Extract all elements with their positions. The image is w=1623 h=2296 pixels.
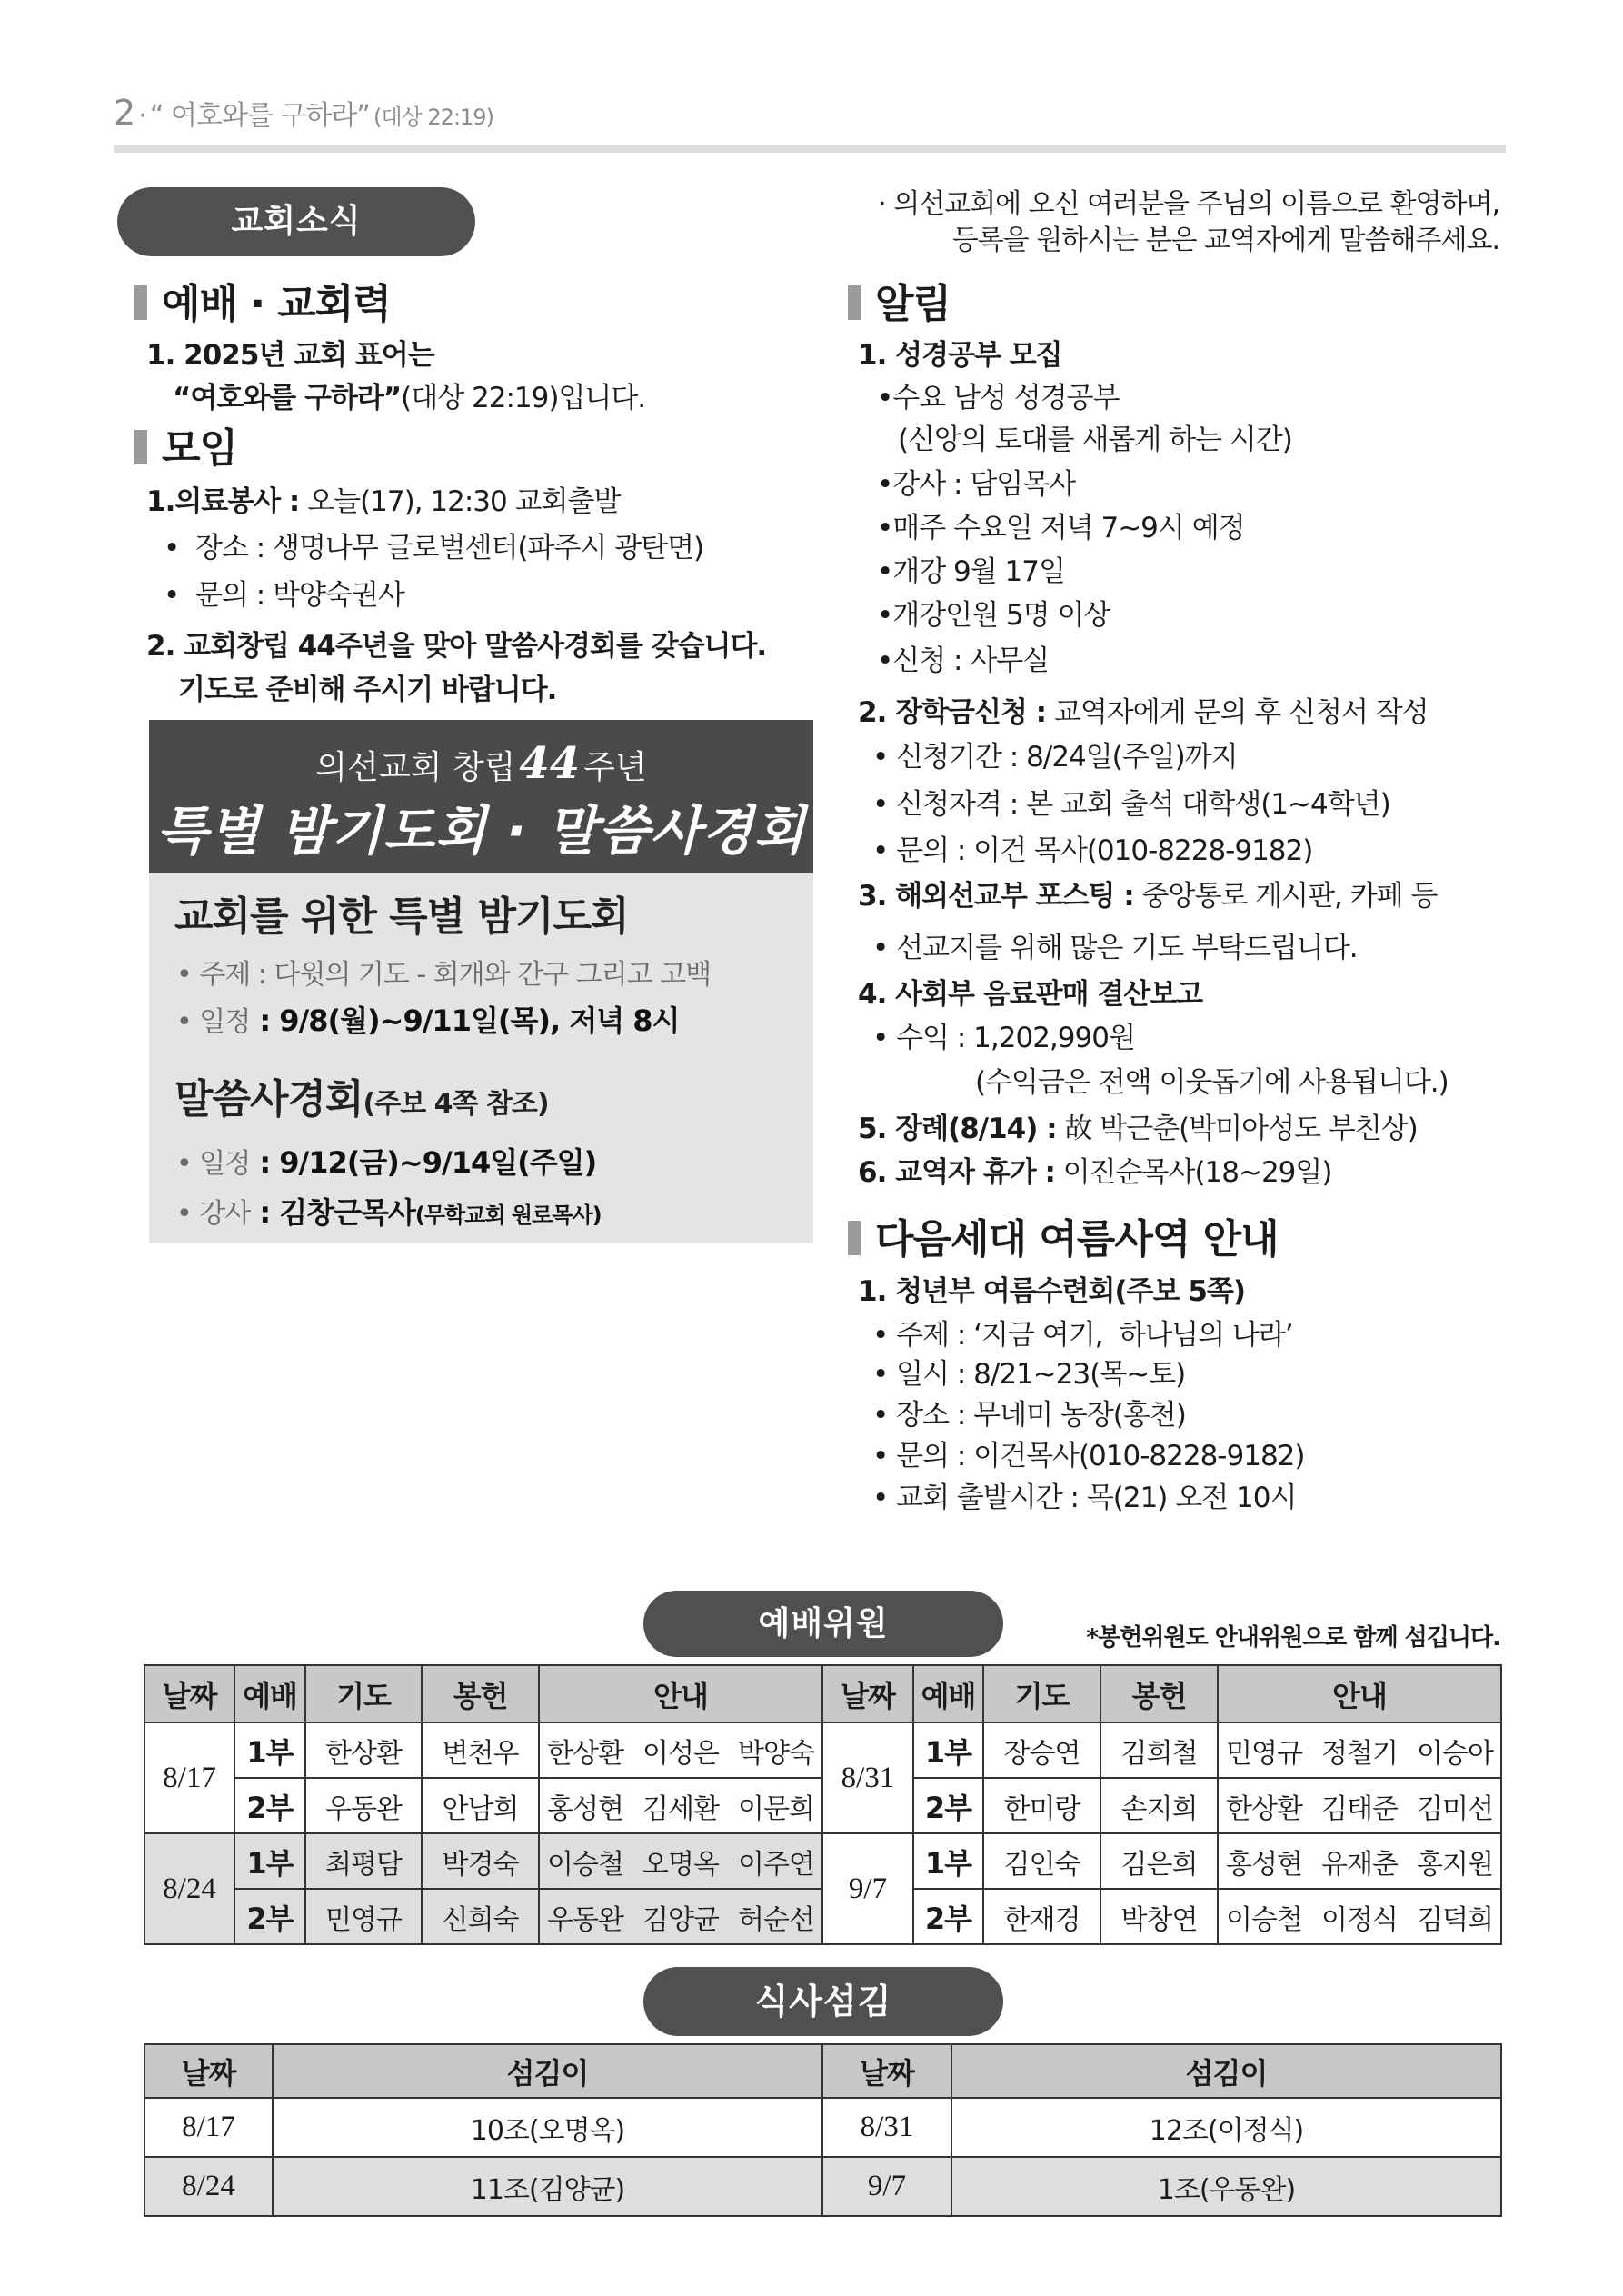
header-offering: 봉헌 [422, 1665, 539, 1722]
welcome-line-2: 등록을 원하시는 분은 교역자에게 말씀해주세요. [951, 225, 1499, 256]
service-cell: 1부 [913, 1833, 983, 1889]
offering-cell: 박경숙 [422, 1833, 539, 1889]
prayer-cell: 민영규 [305, 1889, 422, 1944]
guide-cell [539, 1722, 822, 1778]
date-cell: 8/17 [144, 1722, 234, 1833]
bible-study-line: •신청 : 사무실 [877, 644, 1050, 677]
header-offering: 봉헌 [1100, 1665, 1218, 1722]
guide-cell [1218, 1889, 1501, 1944]
bible-study-line: •개강 9월 17일 [877, 555, 1065, 588]
notices-heading [848, 279, 951, 330]
prayer-cell: 한미랑 [983, 1778, 1100, 1833]
guide-names: 이승철 오명옥 이주연 [547, 1848, 814, 1881]
vacation-text: 이진순목사(18~29일) [1054, 1156, 1332, 1189]
table-header-row [144, 1665, 1501, 1722]
date-cell: 8/24 [144, 1833, 234, 1944]
guide-cell [1218, 1833, 1501, 1889]
header-guide: 안내 [1218, 1665, 1501, 1722]
welcome-line-1: · 의선교회에 오신 여러분을 주님의 이름으로 환영하며, [878, 188, 1499, 220]
revival-speaker [176, 1193, 602, 1233]
service-cell: 2부 [234, 1889, 305, 1944]
guide-cell [1218, 1778, 1501, 1833]
heading-marker [134, 430, 147, 464]
medical-service-text: 오늘(17), 12:30 교회출발 [299, 485, 621, 518]
funeral-label: 5. 장례(8/14) : [858, 1113, 1057, 1145]
night-prayer-schedule [176, 1001, 679, 1041]
date-cell: 9/7 [822, 2157, 951, 2216]
header-server: 섬김이 [273, 2044, 822, 2098]
bible-study-line: •수요 남성 성경공부 [877, 382, 1120, 414]
summer-line: • 문의 : 이건목사(010-8228-9182) [872, 1440, 1305, 1472]
heading-marker [134, 285, 147, 320]
header-prayer: 기도 [305, 1665, 422, 1722]
offering-cell: 김희철 [1100, 1722, 1218, 1778]
offering-cell: 변천우 [422, 1722, 539, 1778]
mission-bullet: • 선교지를 위해 많은 기도 부탁드립니다. [872, 932, 1358, 964]
special-events-panel [149, 873, 813, 1243]
service-cell: 2부 [234, 1778, 305, 1833]
prayer-cell: 장승연 [983, 1722, 1100, 1778]
notices-heading-text: 알림 [875, 281, 951, 327]
schedule-text: : 9/12(금)~9/14일(주일) [250, 1145, 597, 1180]
revival-title [174, 1073, 549, 1127]
offering-cell: 손지희 [1100, 1778, 1218, 1833]
guide-names: 한상환 김태준 김미선 [1226, 1792, 1493, 1825]
meal-service-pill: 식사섬김 [643, 1967, 1003, 2036]
banner-line-1 [149, 740, 813, 787]
meetings-heading-text: 모임 [162, 425, 238, 472]
server-cell: 10조(오명옥) [273, 2098, 822, 2157]
header-date: 날짜 [144, 1665, 234, 1722]
speaker-note: (무학교회 원로목사) [414, 1203, 602, 1228]
header-prayer: 기도 [983, 1665, 1100, 1722]
header-date: 날짜 [144, 2044, 273, 2098]
revival-title-text: 말씀사경회 [174, 1076, 363, 1123]
service-cell: 1부 [234, 1722, 305, 1778]
scholarship-bullet: • 신청자격 : 본 교회 출석 대학생(1~4학년) [872, 788, 1390, 821]
header-divider [114, 145, 1506, 153]
guide-cell [539, 1833, 822, 1889]
banner-church: 의선교회 창립 [315, 749, 516, 786]
header-guide: 안내 [539, 1665, 822, 1722]
heading-marker [848, 285, 861, 320]
header-separator: · [138, 100, 146, 132]
revival-title-note: (주보 4쪽 참조) [363, 1088, 549, 1120]
service-cell: 1부 [913, 1722, 983, 1778]
scholarship-label: 2. 장학금신청 : [858, 696, 1047, 729]
motto-reference: (대상 22:19)입니다. [401, 382, 646, 414]
prayer-cell: 우동완 [305, 1778, 422, 1833]
banner-years: 주년 [583, 749, 647, 786]
mission-line [858, 876, 1437, 916]
offering-cell: 박창연 [1100, 1889, 1218, 1944]
schedule-label: • 일정 [176, 1006, 251, 1038]
server-cell: 12조(이정식) [951, 2098, 1501, 2157]
schedule-text: : 9/8(월)~9/11일(목), 저녁 8시 [250, 1003, 680, 1038]
guide-names: 우동완 김양균 허순선 [547, 1903, 814, 1936]
anniversary-banner [149, 720, 813, 873]
summer-heading-text: 다음세대 여름사역 안내 [875, 1216, 1279, 1263]
date-cell: 8/31 [822, 1722, 913, 1833]
guide-names: 민영규 정철기 이승아 [1226, 1737, 1493, 1770]
header-date: 날짜 [822, 1665, 913, 1722]
server-cell: 1조(우동완) [951, 2157, 1501, 2216]
summer-line: • 일시 : 8/21~23(목~토) [872, 1358, 1186, 1391]
prayer-cell: 한상환 [305, 1722, 422, 1778]
date-cell: 8/24 [144, 2157, 273, 2216]
motto-line-1: 1. 2025년 교회 표어는 [146, 339, 434, 372]
page-number: 2 [114, 93, 135, 133]
summer-line: • 주제 : ‘지금 여기, 하나님의 나라’ [872, 1319, 1293, 1352]
guide-names: 한상환 이성은 박양숙 [547, 1737, 814, 1770]
scholarship-text: 교역자에게 문의 후 신청서 작성 [1046, 696, 1429, 729]
bible-study-line: (신앙의 토대를 새롭게 하는 시간) [898, 424, 1292, 456]
funeral-line [858, 1109, 1418, 1149]
anniversary-line-1: 2. 교회창립 44주년을 맞아 말씀사경회를 갖습니다. [146, 630, 767, 663]
social-line: (수익금은 전액 이웃돕기에 사용됩니다.) [975, 1066, 1449, 1099]
date-cell: 9/7 [822, 1833, 913, 1944]
summer-title: 1. 청년부 여름수련회(주보 5쪽) [858, 1275, 1246, 1308]
worship-calendar-heading-text: 예배 · 교회력 [162, 281, 391, 327]
banner-line-2: 특별 밤기도회 · 말씀사경회 [156, 800, 806, 862]
service-cell: 1부 [234, 1833, 305, 1889]
prayer-cell: 최평담 [305, 1833, 422, 1889]
prayer-cell: 한재경 [983, 1889, 1100, 1944]
scholarship-bullet: • 신청기간 : 8/24일(주일)까지 [872, 741, 1238, 774]
header-server: 섬김이 [951, 2044, 1501, 2098]
guide-names: 홍성현 유재춘 홍지원 [1226, 1848, 1493, 1881]
guide-names: 이승철 이정식 김덕희 [1226, 1903, 1493, 1936]
worship-committee-pill: 예배위원 [643, 1591, 1003, 1657]
social-line: • 수익 : 1,202,990원 [872, 1022, 1135, 1054]
worship-committee-table [144, 1664, 1502, 1945]
service-cell: 2부 [913, 1889, 983, 1944]
table-row [144, 2098, 1501, 2157]
medical-service-label: 1.의료봉사 : [146, 485, 300, 518]
page-header [114, 87, 493, 138]
motto-line-2 [173, 378, 645, 418]
bible-study-line: •매주 수요일 저녁 7~9시 예정 [877, 512, 1245, 544]
guide-cell [539, 1889, 822, 1944]
table-row [144, 1722, 1501, 1778]
bible-study-line: •개강인원 5명 이상 [877, 599, 1110, 632]
mission-label: 3. 해외선교부 포스팅 : [858, 880, 1134, 913]
church-news-pill: 교회소식 [117, 187, 475, 256]
guide-cell [1218, 1722, 1501, 1778]
medical-bullet: • 장소 : 생명나무 글로벌센터(파주시 광탄면) [164, 532, 704, 564]
header-service: 예배 [234, 1665, 305, 1722]
night-prayer-theme: • 주제 : 다윗의 기도 - 회개와 간구 그리고 고백 [176, 959, 712, 991]
motto-text: “여호와를 구하라” [173, 382, 402, 414]
meal-service-table [144, 2043, 1502, 2217]
banner-number: 44 [519, 738, 581, 789]
table-header-row [144, 2044, 1501, 2098]
date-cell: 8/31 [822, 2098, 951, 2157]
header-reference: (대상 22:19) [373, 105, 493, 130]
header-date: 날짜 [822, 2044, 951, 2098]
prayer-cell: 김인숙 [983, 1833, 1100, 1889]
medical-service-line [146, 482, 620, 522]
medical-bullet: • 문의 : 박양숙권사 [164, 579, 404, 612]
anniversary-line-2: 기도로 준비해 주시기 바랍니다. [178, 674, 557, 706]
speaker-label: • 강사 [176, 1198, 251, 1230]
guide-names: 홍성현 김세환 이문희 [547, 1792, 814, 1825]
worship-committee-note: *봉헌위원도 안내위원으로 함께 섬깁니다. [1086, 1624, 1500, 1652]
date-cell: 8/17 [144, 2098, 273, 2157]
guide-cell [539, 1778, 822, 1833]
table-row [144, 2157, 1501, 2216]
worship-calendar-heading [134, 279, 391, 330]
header-motto: “ 여호와를 구하라” [149, 100, 370, 132]
offering-cell: 안남희 [422, 1778, 539, 1833]
meetings-heading [134, 424, 237, 474]
funeral-text: 故 박근춘(박미아성도 부친상) [1056, 1113, 1418, 1145]
summer-line: • 교회 출발시간 : 목(21) 오전 10시 [872, 1482, 1297, 1514]
service-cell: 2부 [913, 1778, 983, 1833]
vacation-label: 6. 교역자 휴가 : [858, 1156, 1055, 1189]
heading-marker [848, 1221, 861, 1255]
night-prayer-title: 교회를 위한 특별 밤기도회 [174, 893, 629, 940]
offering-cell: 김은희 [1100, 1833, 1218, 1889]
social-title: 4. 사회부 음료판매 결산보고 [858, 978, 1203, 1011]
header-service: 예배 [913, 1665, 983, 1722]
vacation-line [858, 1153, 1331, 1193]
speaker-name: : 김창근목사 [250, 1195, 415, 1230]
server-cell: 11조(김양균) [273, 2157, 822, 2216]
bible-study-title: 1. 성경공부 모집 [858, 339, 1062, 372]
offering-cell: 신희숙 [422, 1889, 539, 1944]
scholarship-line [858, 693, 1429, 733]
schedule-label: • 일정 [176, 1148, 251, 1180]
revival-schedule [176, 1143, 596, 1183]
summer-heading [848, 1214, 1279, 1265]
bible-study-line: •강사 : 담임목사 [877, 468, 1076, 501]
mission-text: 중앙통로 게시판, 카페 등 [1133, 880, 1438, 913]
summer-line: • 장소 : 무네미 농장(홍천) [872, 1399, 1186, 1432]
table-row [144, 1833, 1501, 1889]
scholarship-bullet: • 문의 : 이건 목사(010-8228-9182) [872, 834, 1313, 867]
